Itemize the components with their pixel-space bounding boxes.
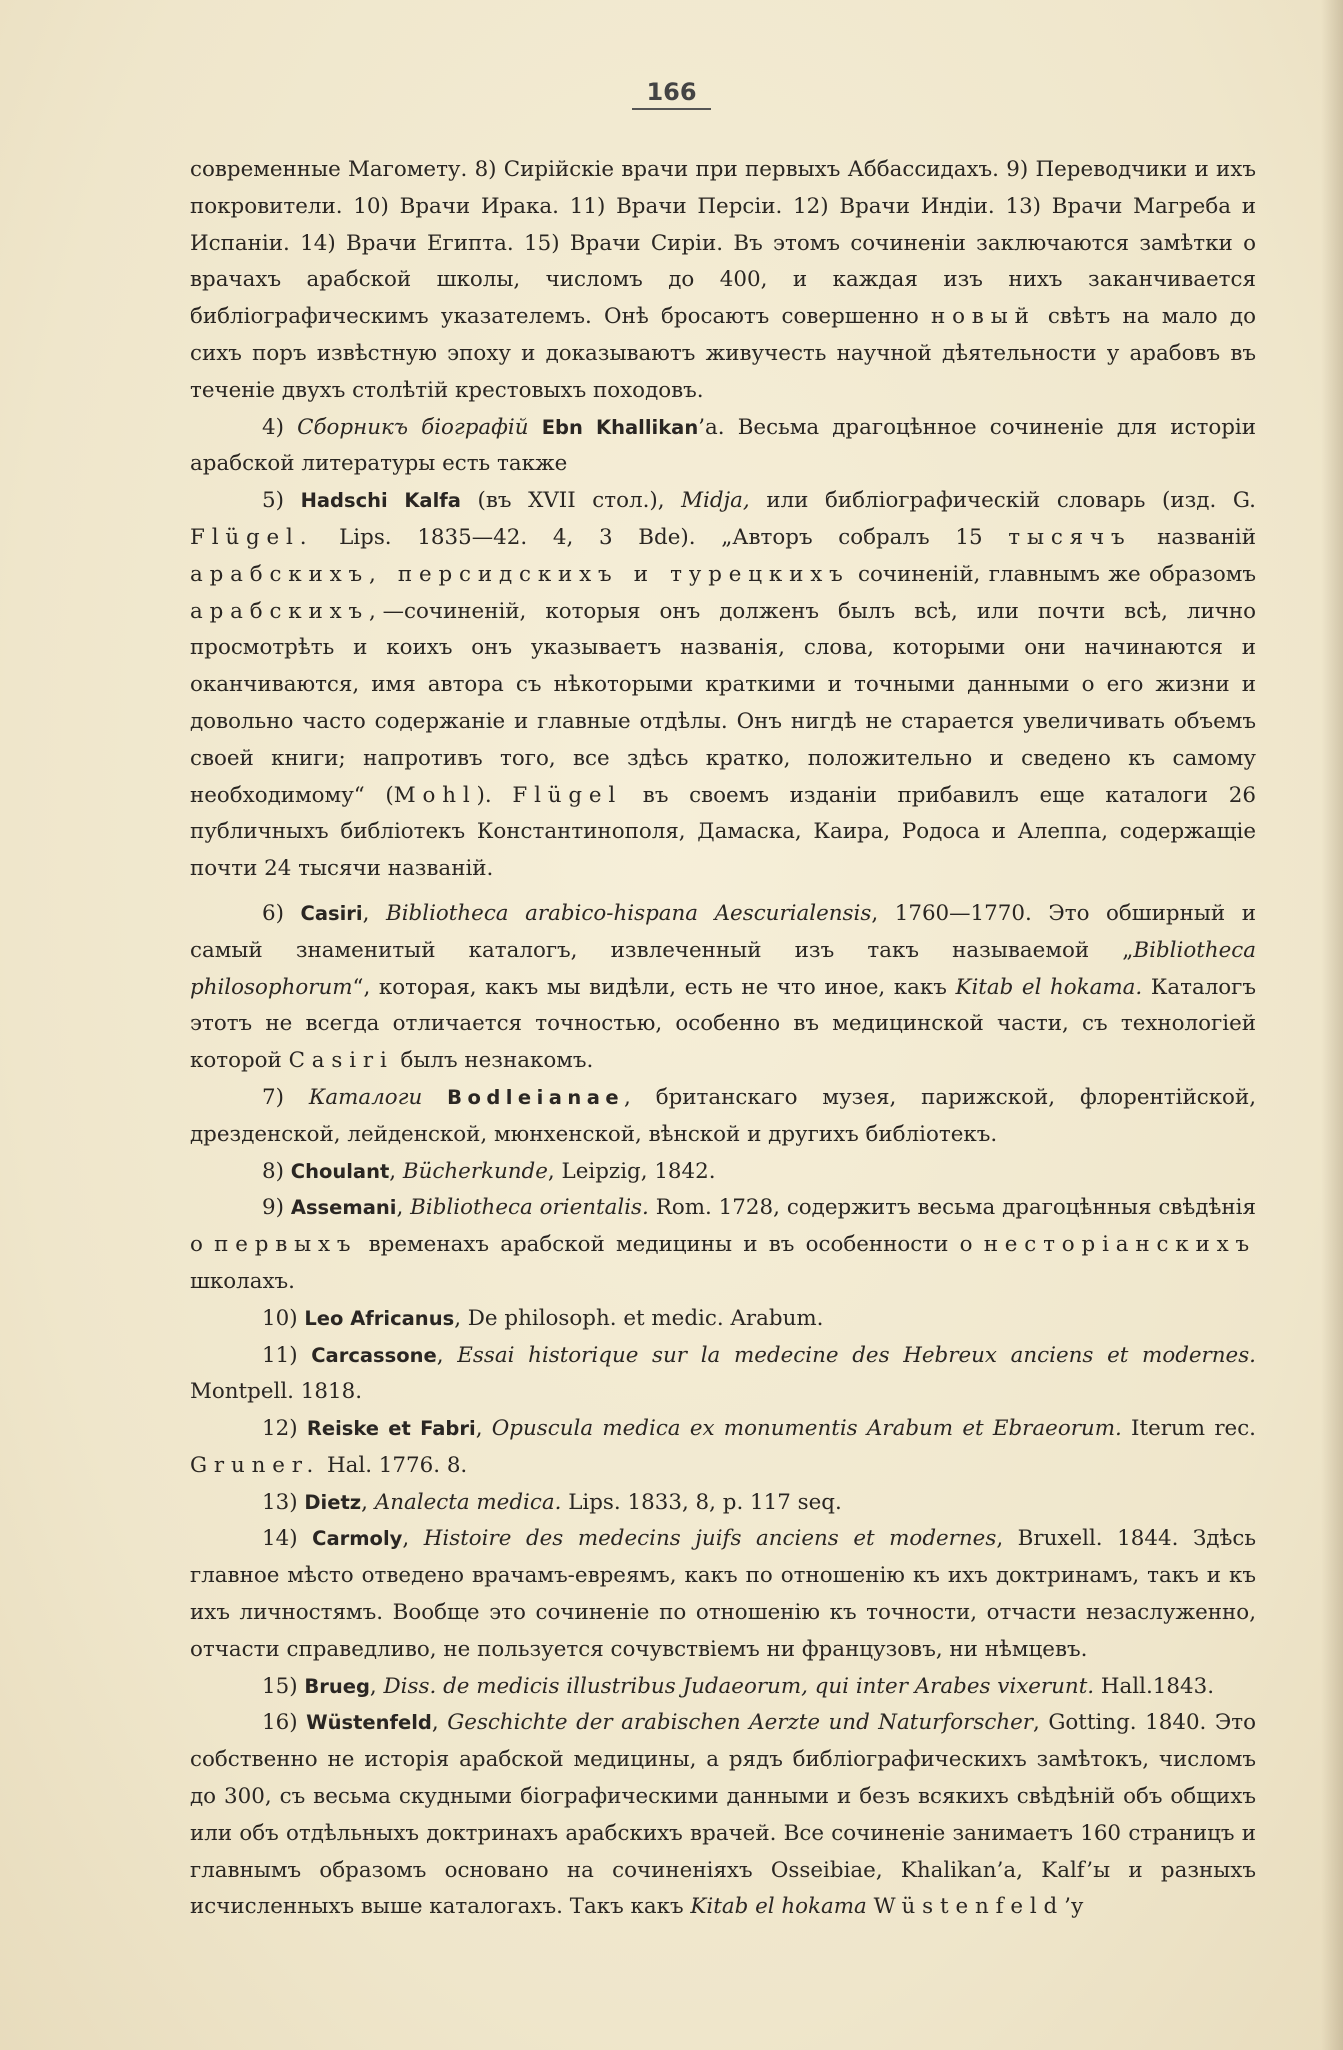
text-run: Каталогъ этотъ не всегда отличается точностью, особенно въ медицинской части, съ технологіей которой bbox=[190, 974, 1257, 1074]
text-run: ). bbox=[476, 782, 513, 808]
paragraph-p9 bbox=[190, 1190, 1256, 1300]
text-sp: Casiri bbox=[288, 1048, 394, 1074]
text-sp: первыхъ bbox=[214, 1232, 358, 1258]
text-run: “, которая, какъ мы видѣли, есть не что иное, какъ bbox=[352, 974, 956, 1000]
text-run: въ своемъ изданіи прибавилъ еще каталоги 26 публичныхъ библіотекъ Константинополя, Дамаска, Каира, Родоса и Алеппа, содержащіе почти 24 тысячи названій. bbox=[190, 782, 1256, 882]
text-sp: арабскихъ, персидскихъ и турецкихъ bbox=[190, 561, 850, 587]
paragraph-p5 bbox=[190, 483, 1256, 888]
text-au: Carmoly bbox=[312, 1527, 403, 1551]
text-au: Wüstenfeld bbox=[306, 1711, 432, 1735]
text-sp: тысячъ bbox=[1008, 524, 1132, 550]
text-run bbox=[422, 1085, 447, 1110]
page-number bbox=[0, 78, 1343, 106]
paragraph-p8 bbox=[190, 1154, 1256, 1191]
text-run: былъ незнакомъ. bbox=[393, 1048, 594, 1074]
text-run: , Bruxell. 1844. Здѣсь главное мѣсто отведено врачамъ-евреямъ, какъ по отношенію къ ихъ доктринамъ, такъ и къ ихъ личностямъ. Вообще это сочиненіе по отношенію къ точности, отчасти незаслуженно, отчасти справедливо, не пользуется сочувствіемъ ни французовъ, ни нѣмцевъ. bbox=[190, 1526, 1256, 1662]
text-au: Brueg bbox=[304, 1674, 370, 1698]
text-au: Leo Africanus bbox=[304, 1306, 455, 1330]
text-run: , 1760—1770. Это обширный и самый знаменитый каталогъ, извлеченный изъ такъ называемой „ bbox=[190, 900, 1256, 963]
text-it: Essai historique sur la medecine des Hebreux anciens et modernes. bbox=[457, 1342, 1256, 1368]
text-num: 4) bbox=[262, 414, 298, 440]
text-run: , bbox=[362, 900, 386, 926]
text-run: , bbox=[436, 1342, 458, 1368]
text-run: , британскаго музея, парижской, флорентійской, дрезденской, лейденской, мюнхенской, вѣнской и другихъ библіотекъ. bbox=[190, 1084, 1256, 1147]
paragraph-p6 bbox=[190, 896, 1256, 1080]
text-run: —сочиненій, которыя онъ долженъ былъ всѣ, или почти всѣ, лично просмотрѣть и коихъ онъ указываетъ названія, слова, которыми они начинаются и оканчиваются, имя автора съ нѣкоторыми краткими и точными данными о его жизни и довольно часто содержаніе и главные отдѣлы. Онъ нигдѣ не старается увеличивать объемъ своей книги; напротивъ того, все здѣсь кратко, положительно и сведено къ самому необходимому“ ( bbox=[190, 598, 1256, 808]
text-run: Hall.1843. bbox=[1094, 1673, 1215, 1699]
text-sp: Mohl bbox=[393, 782, 477, 808]
paragraph-p14 bbox=[190, 1521, 1256, 1668]
text-run: временахъ арабской медицины и въ особенности о bbox=[357, 1232, 984, 1258]
text-num: 5) bbox=[262, 488, 301, 514]
text-run: , Gotting. 1840. Это собственно не исторія арабской медицины, а рядъ библіографическихъ замѣтокъ, числомъ до 300, съ весьма скудными біографическими данными и безъ всякихъ свѣдѣній объ общихъ или объ отдѣльныхъ доктринахъ арабскихъ врачей. Все сочиненіе занимаетъ 160 страницъ и главнымъ образомъ основано на сочиненіяхъ Osseibiae, Khalikan’a, Kalf’ы и разныхъ исчисленныхъ выше каталогахъ. Такъ какъ bbox=[190, 1710, 1256, 1920]
text-sp: Flügel bbox=[512, 782, 623, 808]
text-num: 12) bbox=[262, 1416, 307, 1442]
text-au: Hadschi Kalfa bbox=[300, 489, 461, 513]
text-it: Bücherkunde bbox=[402, 1158, 548, 1184]
text-num: 10) bbox=[262, 1305, 305, 1331]
text-num: 16) bbox=[262, 1710, 307, 1736]
paragraph-p10 bbox=[190, 1301, 1256, 1338]
text-run: , De philosoph. et medic. Arabum. bbox=[454, 1305, 824, 1331]
text-it: Opuscula medica ex monumentis Arabum et Ebraeorum. bbox=[491, 1416, 1122, 1442]
text-au: Dietz bbox=[304, 1490, 362, 1514]
text-num: 11) bbox=[262, 1342, 312, 1368]
paragraph-p0 bbox=[190, 152, 1256, 410]
text-num: 13) bbox=[262, 1489, 305, 1515]
text-it: Каталоги bbox=[308, 1084, 423, 1110]
text-it: Geschichte der arabischen Aerzte und Naturforscher bbox=[447, 1710, 1033, 1736]
paragraph-p4 bbox=[190, 410, 1256, 484]
text-it: Сборникъ біографій bbox=[297, 414, 529, 440]
paragraph-p13 bbox=[190, 1485, 1256, 1522]
text-run: Lips. 1833, 8, p. 117 seq. bbox=[561, 1489, 842, 1515]
text-au: Reiske et Fabri bbox=[306, 1417, 476, 1441]
text-sp: новый bbox=[930, 304, 1036, 330]
text-num: 9) bbox=[262, 1195, 291, 1221]
text-run: , Leipzig, 1842. bbox=[547, 1158, 716, 1184]
text-run: Rom. 1728, содержитъ весьма драгоцѣнныя свѣдѣнія о bbox=[190, 1195, 1256, 1258]
text-run: , bbox=[431, 1710, 448, 1736]
paragraph-p12 bbox=[190, 1411, 1256, 1485]
text-run: (въ XVII стол.), bbox=[460, 488, 682, 514]
text-it: Kitab el hokama. bbox=[955, 974, 1143, 1000]
text-run: сочиненій, главнымъ же образомъ bbox=[849, 561, 1257, 587]
text-au: Choulant bbox=[290, 1159, 390, 1183]
text-run: , bbox=[369, 1673, 384, 1699]
text-num: 7) bbox=[262, 1084, 309, 1110]
text-au: Assemani bbox=[290, 1196, 397, 1220]
paragraph-p7 bbox=[190, 1080, 1256, 1154]
page-body-text bbox=[190, 152, 1256, 1926]
text-au: Ebn Khallikan bbox=[541, 415, 699, 439]
text-it: Diss. de medicis illustribus Judaeorum, qui inter Arabes vixerunt. bbox=[383, 1673, 1095, 1699]
text-run: школахъ. bbox=[190, 1268, 295, 1294]
text-run: , bbox=[475, 1416, 492, 1442]
text-it: Histoire des medecins juifs anciens et modernes bbox=[423, 1526, 997, 1552]
text-run: Iterum rec. bbox=[1121, 1416, 1256, 1442]
text-run: , bbox=[396, 1195, 411, 1221]
text-run: современные Магомету. 8) Сирійскіе врачи при первыхъ Аббассидахъ. 9) Переводчики и ихъ покровители. 10) Врачи Ирака. 11) Врачи Персіи. 12) Врачи Индіи. 13) Врачи Магреба и Испаніи. 14) Врачи Египта. 15) Врачи Сиріи. Въ этомъ сочиненіи заключаются замѣтки о врачахъ арабской школы, числомъ до 400, и каждая изъ нихъ заканчивается библіографическимъ указателемъ. Онѣ бросаютъ совершенно bbox=[190, 157, 1256, 330]
text-sp: несторіанскихъ bbox=[983, 1232, 1256, 1258]
text-au: Casiri bbox=[300, 901, 363, 925]
text-run: , bbox=[402, 1526, 424, 1552]
text-num: 8) bbox=[262, 1158, 291, 1184]
text-run: , bbox=[389, 1158, 403, 1184]
text-run: ’у bbox=[1064, 1894, 1084, 1920]
paragraph-p15 bbox=[190, 1669, 1256, 1706]
text-run bbox=[867, 1894, 874, 1919]
text-run: названій bbox=[1131, 524, 1256, 550]
text-it: Kitab el hokama bbox=[690, 1894, 867, 1920]
paragraph-p16 bbox=[190, 1705, 1256, 1926]
text-run: или библіографическій словарь (изд. G. bbox=[749, 488, 1256, 514]
text-sp: арабскихъ, bbox=[190, 598, 383, 624]
text-it: Bibliotheca philosophorum bbox=[190, 937, 1256, 1000]
text-it: Bibliotheca orientalis. bbox=[410, 1195, 649, 1221]
text-num: 15) bbox=[262, 1673, 305, 1699]
text-sp: Gruner. bbox=[190, 1452, 321, 1478]
text-au: Carcassone bbox=[311, 1343, 437, 1367]
paragraph-p11 bbox=[190, 1338, 1256, 1412]
text-num: 14) bbox=[262, 1526, 313, 1552]
text-it: Analecta medica. bbox=[374, 1489, 562, 1515]
text-num: 6) bbox=[262, 900, 301, 926]
text-run: Lips. 1835—42. 4, 3 Bde). „Авторъ собралъ 15 bbox=[313, 524, 1009, 550]
text-it: Midja, bbox=[681, 488, 750, 514]
text-run: Hal. 1776. 8. bbox=[320, 1452, 468, 1478]
text-run bbox=[529, 415, 542, 440]
text-sp: Flügel. bbox=[190, 524, 314, 550]
text-it: Bibliotheca arabico-hispana Aescurialensis bbox=[385, 900, 872, 926]
text-spb: Bodleianae bbox=[447, 1085, 625, 1109]
text-run: ’а. Весьма драгоцѣнное сочиненіе для исторіи арабской литературы есть также bbox=[190, 414, 1257, 477]
page-number-text: 166 bbox=[632, 78, 710, 110]
text-run: Montpell. 1818. bbox=[190, 1379, 363, 1405]
text-run: свѣтъ на мало до сихъ поръ извѣстную эпоху и доказываютъ живучесть научной дѣятельности у арабовъ въ теченіе двухъ столѣтій крестовыхъ походовъ. bbox=[190, 304, 1256, 403]
text-sp: Wüstenfeld bbox=[873, 1894, 1065, 1920]
text-run: , bbox=[361, 1489, 375, 1515]
